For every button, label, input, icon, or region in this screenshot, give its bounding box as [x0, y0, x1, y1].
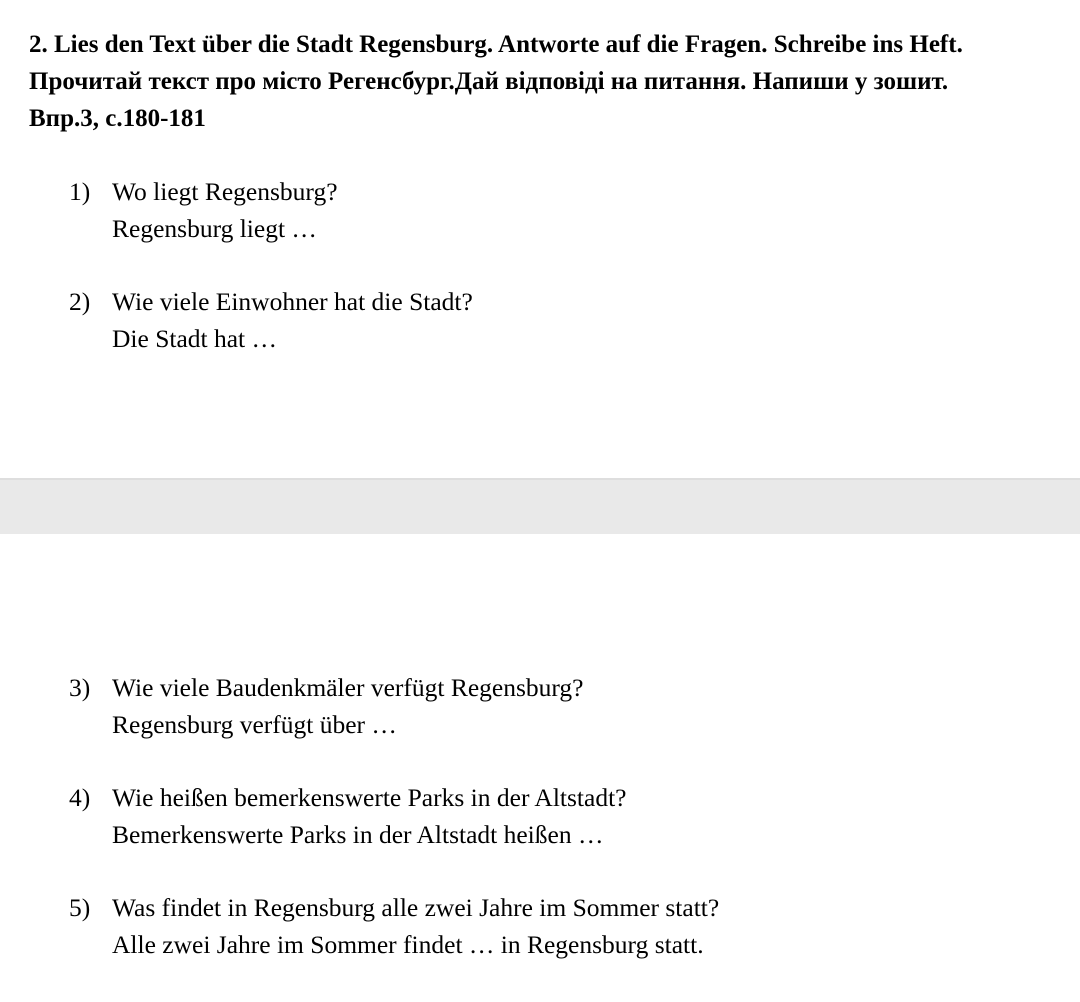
answer-stub: Alle zwei Jahre im Sommer findet … in Regensburg statt. [112, 930, 704, 959]
question-number: 3) [69, 673, 91, 702]
page-separator [0, 478, 1080, 534]
question-text: Wie viele Einwohner hat die Stadt? [112, 287, 473, 316]
question-number: 4) [69, 783, 91, 812]
answer-stub: Die Stadt hat … [112, 324, 278, 353]
task-heading [29, 26, 1074, 137]
document-page-2 [0, 534, 1080, 1002]
question-text: Wie heißen bemerkenswerte Parks in der Altstadt? [112, 783, 627, 812]
answer-stub: Regensburg verfügt über … [112, 710, 397, 739]
question-number: 1) [69, 177, 91, 206]
question-text: Wie viele Baudenkmäler verfügt Regensburg? [112, 673, 584, 702]
heading-ukrainian: Прочитай текст про місто Регенсбург.Дай відповіді на питання. Напиши у зошит. [29, 68, 949, 95]
heading-exercise-ref: Впр.3, с.180-181 [29, 105, 206, 132]
heading-german: 2. Lies den Text über die Stadt Regensburg. Antworte auf die Fragen. Schreibe ins Heft. [29, 31, 963, 58]
answer-stub: Regensburg liegt … [112, 214, 317, 243]
question-number: 2) [69, 287, 91, 316]
question-number: 5) [69, 893, 91, 922]
question-text: Was findet in Regensburg alle zwei Jahre im Sommer statt? [112, 893, 720, 922]
answer-stub: Bemerkenswerte Parks in der Altstadt heißen … [112, 820, 604, 849]
document-page-1 [0, 0, 1080, 478]
question-text: Wo liegt Regensburg? [112, 177, 338, 206]
